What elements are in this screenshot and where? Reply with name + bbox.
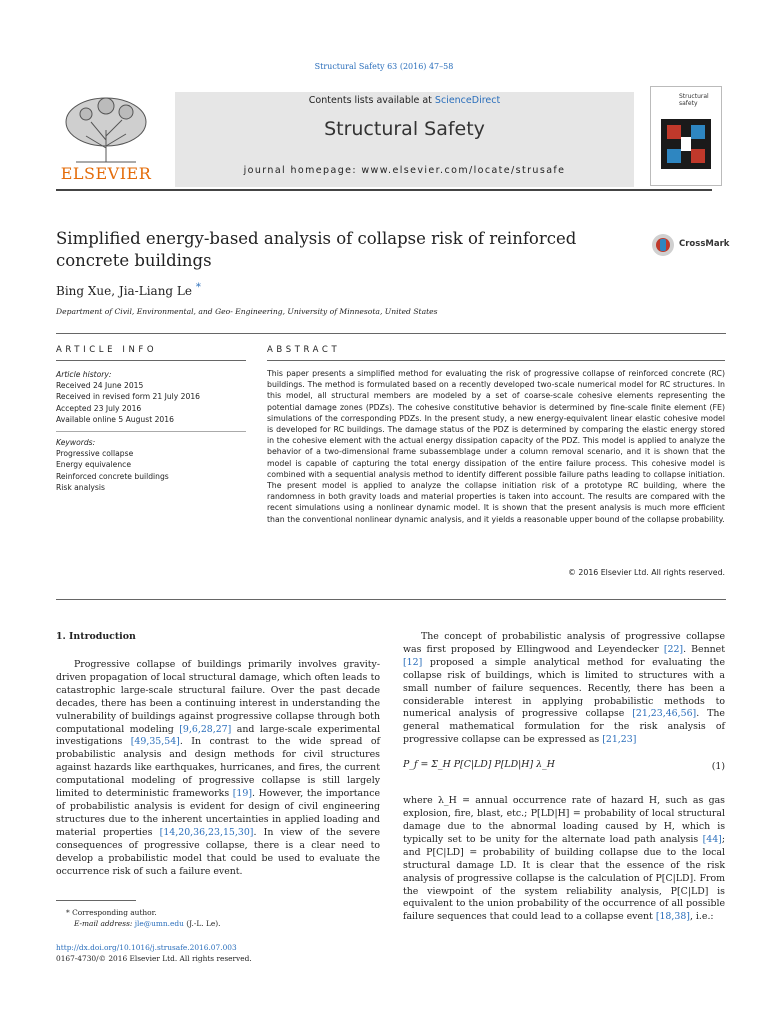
article-info-heading: ARTICLE INFO [56, 345, 158, 355]
ref-link[interactable]: [12] [403, 656, 423, 668]
ref-link[interactable]: [49,35,54] [130, 736, 180, 748]
doi-link[interactable]: http://dx.doi.org/10.1016/j.strusafe.2016.07.003 [56, 943, 237, 952]
keywords-label: Keywords: [56, 438, 96, 448]
text-run: . In view of the severe consequences of progressive collapse, there is a clear need to develop a probabilistic model that could be used to evaluate the occurrence risk of such a failure event. [56, 826, 380, 877]
author-line [56, 282, 201, 298]
ref-link[interactable]: [44] [702, 833, 722, 845]
ref-link[interactable]: [21,23,46,56] [632, 708, 697, 720]
keywords-divider [56, 431, 246, 432]
ref-link[interactable]: [19] [232, 788, 252, 800]
keyword-item: Progressive collapse [56, 449, 134, 459]
crossmark-badge[interactable] [651, 231, 731, 259]
ref-link[interactable]: [14,20,36,23,15,30] [159, 826, 254, 838]
author-names: Bing Xue, Jia-Liang Le [56, 284, 192, 298]
left-column [56, 659, 380, 878]
equation-number: (1) [711, 761, 725, 773]
history-item: Received in revised form 21 July 2016 [56, 392, 200, 402]
intro-paragraph-3 [403, 795, 725, 924]
ref-link[interactable]: [22] [663, 643, 684, 655]
corresponding-author: Corresponding author. [72, 908, 157, 917]
sciencedirect-link[interactable]: ScienceDirect [434, 95, 501, 106]
email-line [56, 918, 380, 929]
ref-link[interactable]: [18,38] [655, 911, 690, 923]
issn-line: 0167-4730/© 2016 Elsevier Ltd. All rights reserved. [56, 954, 252, 963]
text-run: ; and P[C|LD] = probability of building collapse due to the local structural damage LD. It is clear that the essence of the risk analysis of progressive collapse is the calculation of P[C|LD]. From the viewpoint of the system reliability analysis, P[C|LD] is equivalent to the union probability of the occurrence of all possible failure sequences that could lead to a collapse event [403, 833, 725, 923]
email-link[interactable]: jle@umn.edu [134, 919, 184, 928]
abstract-copyright: © 2016 Elsevier Ltd. All rights reserved. [568, 568, 725, 577]
text-run: . In contrast to the wide spread of probabilistic analysis and design methods for civil structures against hazards like earthquakes, hurricanes, and fires, the current computational modeling of progressive collapse is still largely limited to deterministic frameworks [56, 736, 380, 800]
footer [56, 942, 252, 964]
history-item: Accepted 23 July 2016 [56, 403, 142, 413]
affiliation: Department of Civil, Environmental, and Geo- Engineering, University of Minnesota, United States [56, 307, 438, 316]
text-run: proposed a simple analytical method for evaluating the collapse risk of buildings, which is limited to structures with a small number of failure sequences. Recently, there has been a considerable interest in applying probabilistic methods to numerical analysis of progressive collapse [403, 656, 725, 720]
article-info-rule [56, 360, 246, 361]
section-rule-top [56, 333, 726, 334]
email-suffix: (J.-L. Le). [183, 919, 221, 928]
header-rule [56, 189, 712, 191]
keyword-item: Risk analysis [56, 482, 105, 492]
footnote-mark: * [66, 908, 70, 917]
equation-body: P_f = Σ_H P[C|LD] P[LD|H] λ_H [403, 759, 555, 771]
keyword-item: Reinforced concrete buildings [56, 471, 169, 481]
intro-paragraph-2 [403, 631, 725, 747]
text-run: . The general mathematical formulation for the risk analysis of progressive collapse can be expressed as [403, 708, 725, 746]
text-run: . However, the importance of probabilistic analysis is evident for design of civil engineering structures due to the inherent uncertainties in applied loading and material properties [56, 788, 380, 838]
abstract-rule [267, 360, 725, 361]
footnote [56, 907, 380, 929]
email-label: E-mail address: [74, 919, 135, 928]
right-column [403, 631, 725, 924]
abstract-heading: ABSTRACT [267, 345, 341, 355]
ref-link[interactable]: [21,23] [602, 734, 637, 746]
history-label: Article history: [56, 370, 112, 379]
journal-citation[interactable]: Structural Safety 63 (2016) 47–58 [314, 62, 454, 71]
introduction-heading: 1. Introduction [56, 631, 136, 642]
journal-homepage[interactable]: journal homepage: www.elsevier.com/locate/strusafe [243, 165, 566, 176]
section-rule-bottom [56, 599, 726, 600]
elsevier-tree-logo [56, 92, 156, 164]
author-footnote-mark[interactable]: * [195, 282, 201, 293]
text-run: , i.e.: [689, 911, 714, 923]
publisher-name[interactable]: ELSEVIER [60, 164, 152, 183]
text-run: . Bennet [683, 643, 725, 655]
article-title: Simplified energy-based analysis of collapse risk of reinforced concrete buildings [56, 229, 577, 270]
text-run: where λ_H = annual occurrence rate of hazard H, such as gas explosion, fire, blast, etc.; P[LD|H] = probability of local structural damage due to the abnormal loading caused by H, which is typically set to be unity for the alternate load path analysis [403, 795, 725, 845]
contents-prefix: Contents lists available at [308, 95, 435, 106]
text-run: and large-scale experimental investigations [56, 723, 381, 748]
corresponding-author-line [56, 907, 380, 918]
journal-title: Structural Safety [324, 118, 485, 140]
text-run: Progressive collapse of buildings primarily involves gravity-driven propagation of local structural damage, which often leads to catastrophic large-scale structural failure. Over the past decade decades, there has been a continuing interest in understanding the vulnerability of buildings against progressive collapse through both computational modeling [56, 659, 380, 735]
footnote-rule [56, 900, 136, 901]
cover-graphic-icon [659, 113, 713, 177]
abstract-text: This paper presents a simplified method for evaluating the risk of progressive collapse of reinforced concrete (RC) buildings. The method is formulated based on a recently developed two-scale numerical model for RC structures. In this model, all structural members are modeled by a set of coarse-scale cohesive elements representing the potential damage zones (PDZs). The cohesive constitutive behavior is determined by fine-scale finite element (FE) simulations of the corresponding PDZs. In the present study, a new energy-equivalent linear elastic cohesive model is developed for RC buildings. The damage status of the PDZ is determined by comparing the elastic energy stored in the cohesive element with the actual energy dissipation capacity of the PDZ. This model is applied to analyze the behavior of a two-dimensional frame subassemblage under a column removal scenario, and it is shown that the model is capable of capturing the total energy dissipation of the entire failure process. This cohesive model is combined with a sequential analysis method to identify different possible failure paths leading to collapse initiation. The present model is applied to analyze the collapse initiation risk of a prototype RC building, where the randomness in both gravity loads and material properties is taken into account. The results are compared with the recent simulations using a nonlinear dynamic model. It is shown that the present analysis is much more efficient than the conventional nonlinear dynamic analysis, and it yields a reasonable upper bound of the collapse probability. [267, 369, 725, 524]
text-run: The concept of probabilistic analysis of progressive collapse was first proposed by Ellingwood and Leyendecker [403, 631, 725, 655]
history-item: Received 24 June 2015 [56, 381, 144, 391]
contents-line [175, 95, 634, 106]
ref-link[interactable]: [9,6,28,27] [179, 723, 232, 735]
crossmark-label: CrossMark [679, 239, 730, 249]
equation-1 [403, 753, 725, 787]
keyword-item: Energy equivalence [56, 460, 132, 470]
article-info-block [56, 369, 246, 493]
crossmark-icon [651, 233, 675, 257]
cover-title: Structural safety [679, 93, 709, 107]
journal-cover-image[interactable] [650, 86, 722, 186]
history-item: Available online 5 August 2016 [56, 414, 174, 424]
intro-paragraph-1 [56, 659, 380, 878]
